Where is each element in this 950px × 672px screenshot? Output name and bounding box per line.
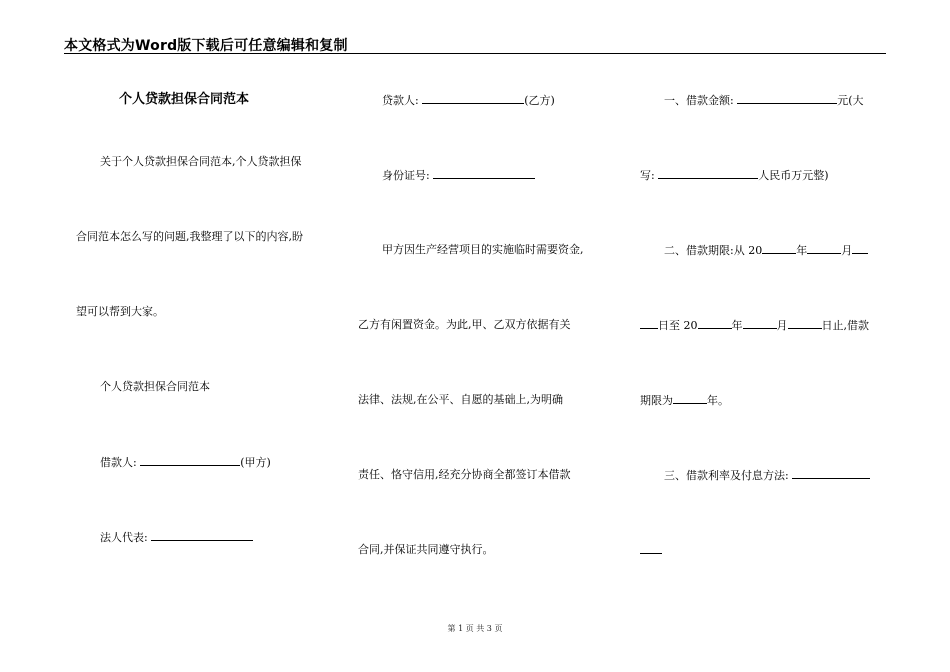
term-month-text: 月 <box>841 244 853 257</box>
interest-line <box>664 468 870 483</box>
term-day-blank <box>852 243 868 254</box>
term-end-year-blank <box>698 318 732 329</box>
term-end-suffix: 日止,借款 <box>821 319 869 332</box>
lender-blank <box>422 93 524 104</box>
term-month-blank <box>807 243 841 254</box>
page-header <box>64 34 886 54</box>
term-end-day-blank <box>640 318 658 329</box>
intro-line-2: 合同范本怎么写的问题,我整理了以下的内容,盼 <box>76 230 303 243</box>
borrower-line <box>100 455 271 470</box>
id-number-blank <box>433 168 535 179</box>
borrower-suffix: (甲方) <box>240 456 271 469</box>
term-end-day2-blank <box>788 318 822 329</box>
document-title: 个人贷款担保合同范本 <box>119 92 250 107</box>
amount-words-line <box>640 168 829 183</box>
term-length-suffix: 年。 <box>707 394 729 407</box>
amount-words-suffix: 人民币万元整) <box>758 169 829 182</box>
lender-suffix: (乙方) <box>524 94 555 107</box>
interest-continued-line <box>640 543 662 558</box>
amount-words-blank <box>658 168 758 179</box>
id-number-line <box>382 168 535 183</box>
borrower-blank <box>140 455 240 466</box>
legal-rep-label: 法人代表: <box>100 531 148 544</box>
intro-line-3: 望可以帮到大家。 <box>76 305 164 318</box>
lender-line <box>382 93 555 108</box>
amount-line <box>664 93 864 108</box>
para-line-2: 乙方有闲置资金。为此,甲、乙双方依据有关 <box>358 318 571 331</box>
amount-label: 一、借款金额: <box>664 94 734 107</box>
term-length-label: 期限为 <box>640 394 673 407</box>
intro-line-1: 关于个人贷款担保合同范本,个人贷款担保 <box>100 155 302 168</box>
para-line-1: 甲方因生产经营项目的实施临时需要资金, <box>382 243 584 256</box>
term-end-label: 日至 20 <box>658 319 698 332</box>
term-line <box>664 243 868 258</box>
term-year-text: 年 <box>796 244 808 257</box>
para-line-4: 责任、恪守信用,经充分协商全都签订本借款 <box>358 468 571 481</box>
term-end-month-blank <box>743 318 777 329</box>
term-length-line <box>640 393 729 408</box>
interest-label: 三、借款利率及付息方法: <box>664 469 789 482</box>
id-number-label: 身份证号: <box>382 169 430 182</box>
term-end-year-text: 年 <box>731 319 743 332</box>
borrower-label: 借款人: <box>100 456 137 469</box>
contract-subtitle: 个人贷款担保合同范本 <box>100 380 210 393</box>
header-title: 本文格式为Word版下载后可任意编辑和复制 <box>64 38 348 54</box>
para-line-3: 法律、法规,在公平、自愿的基础上,为明确 <box>358 393 563 406</box>
term-label: 二、借款期限:从 20 <box>664 244 763 257</box>
legal-rep-blank <box>151 530 253 541</box>
amount-words-label: 写: <box>640 169 655 182</box>
term-length-blank <box>673 393 707 404</box>
amount-suffix: 元(大 <box>837 94 864 107</box>
legal-rep-line <box>100 530 253 545</box>
term-end-month-text: 月 <box>776 319 788 332</box>
page-footer: 第 1 页 共 3 页 <box>447 624 503 633</box>
lender-label: 贷款人: <box>382 94 419 107</box>
interest-blank <box>792 468 870 479</box>
para-line-5: 合同,并保证共同遵守执行。 <box>358 543 494 556</box>
term-year-blank <box>762 243 796 254</box>
interest-continued-blank <box>640 543 662 554</box>
amount-blank <box>737 93 837 104</box>
term-end-line <box>640 318 869 333</box>
